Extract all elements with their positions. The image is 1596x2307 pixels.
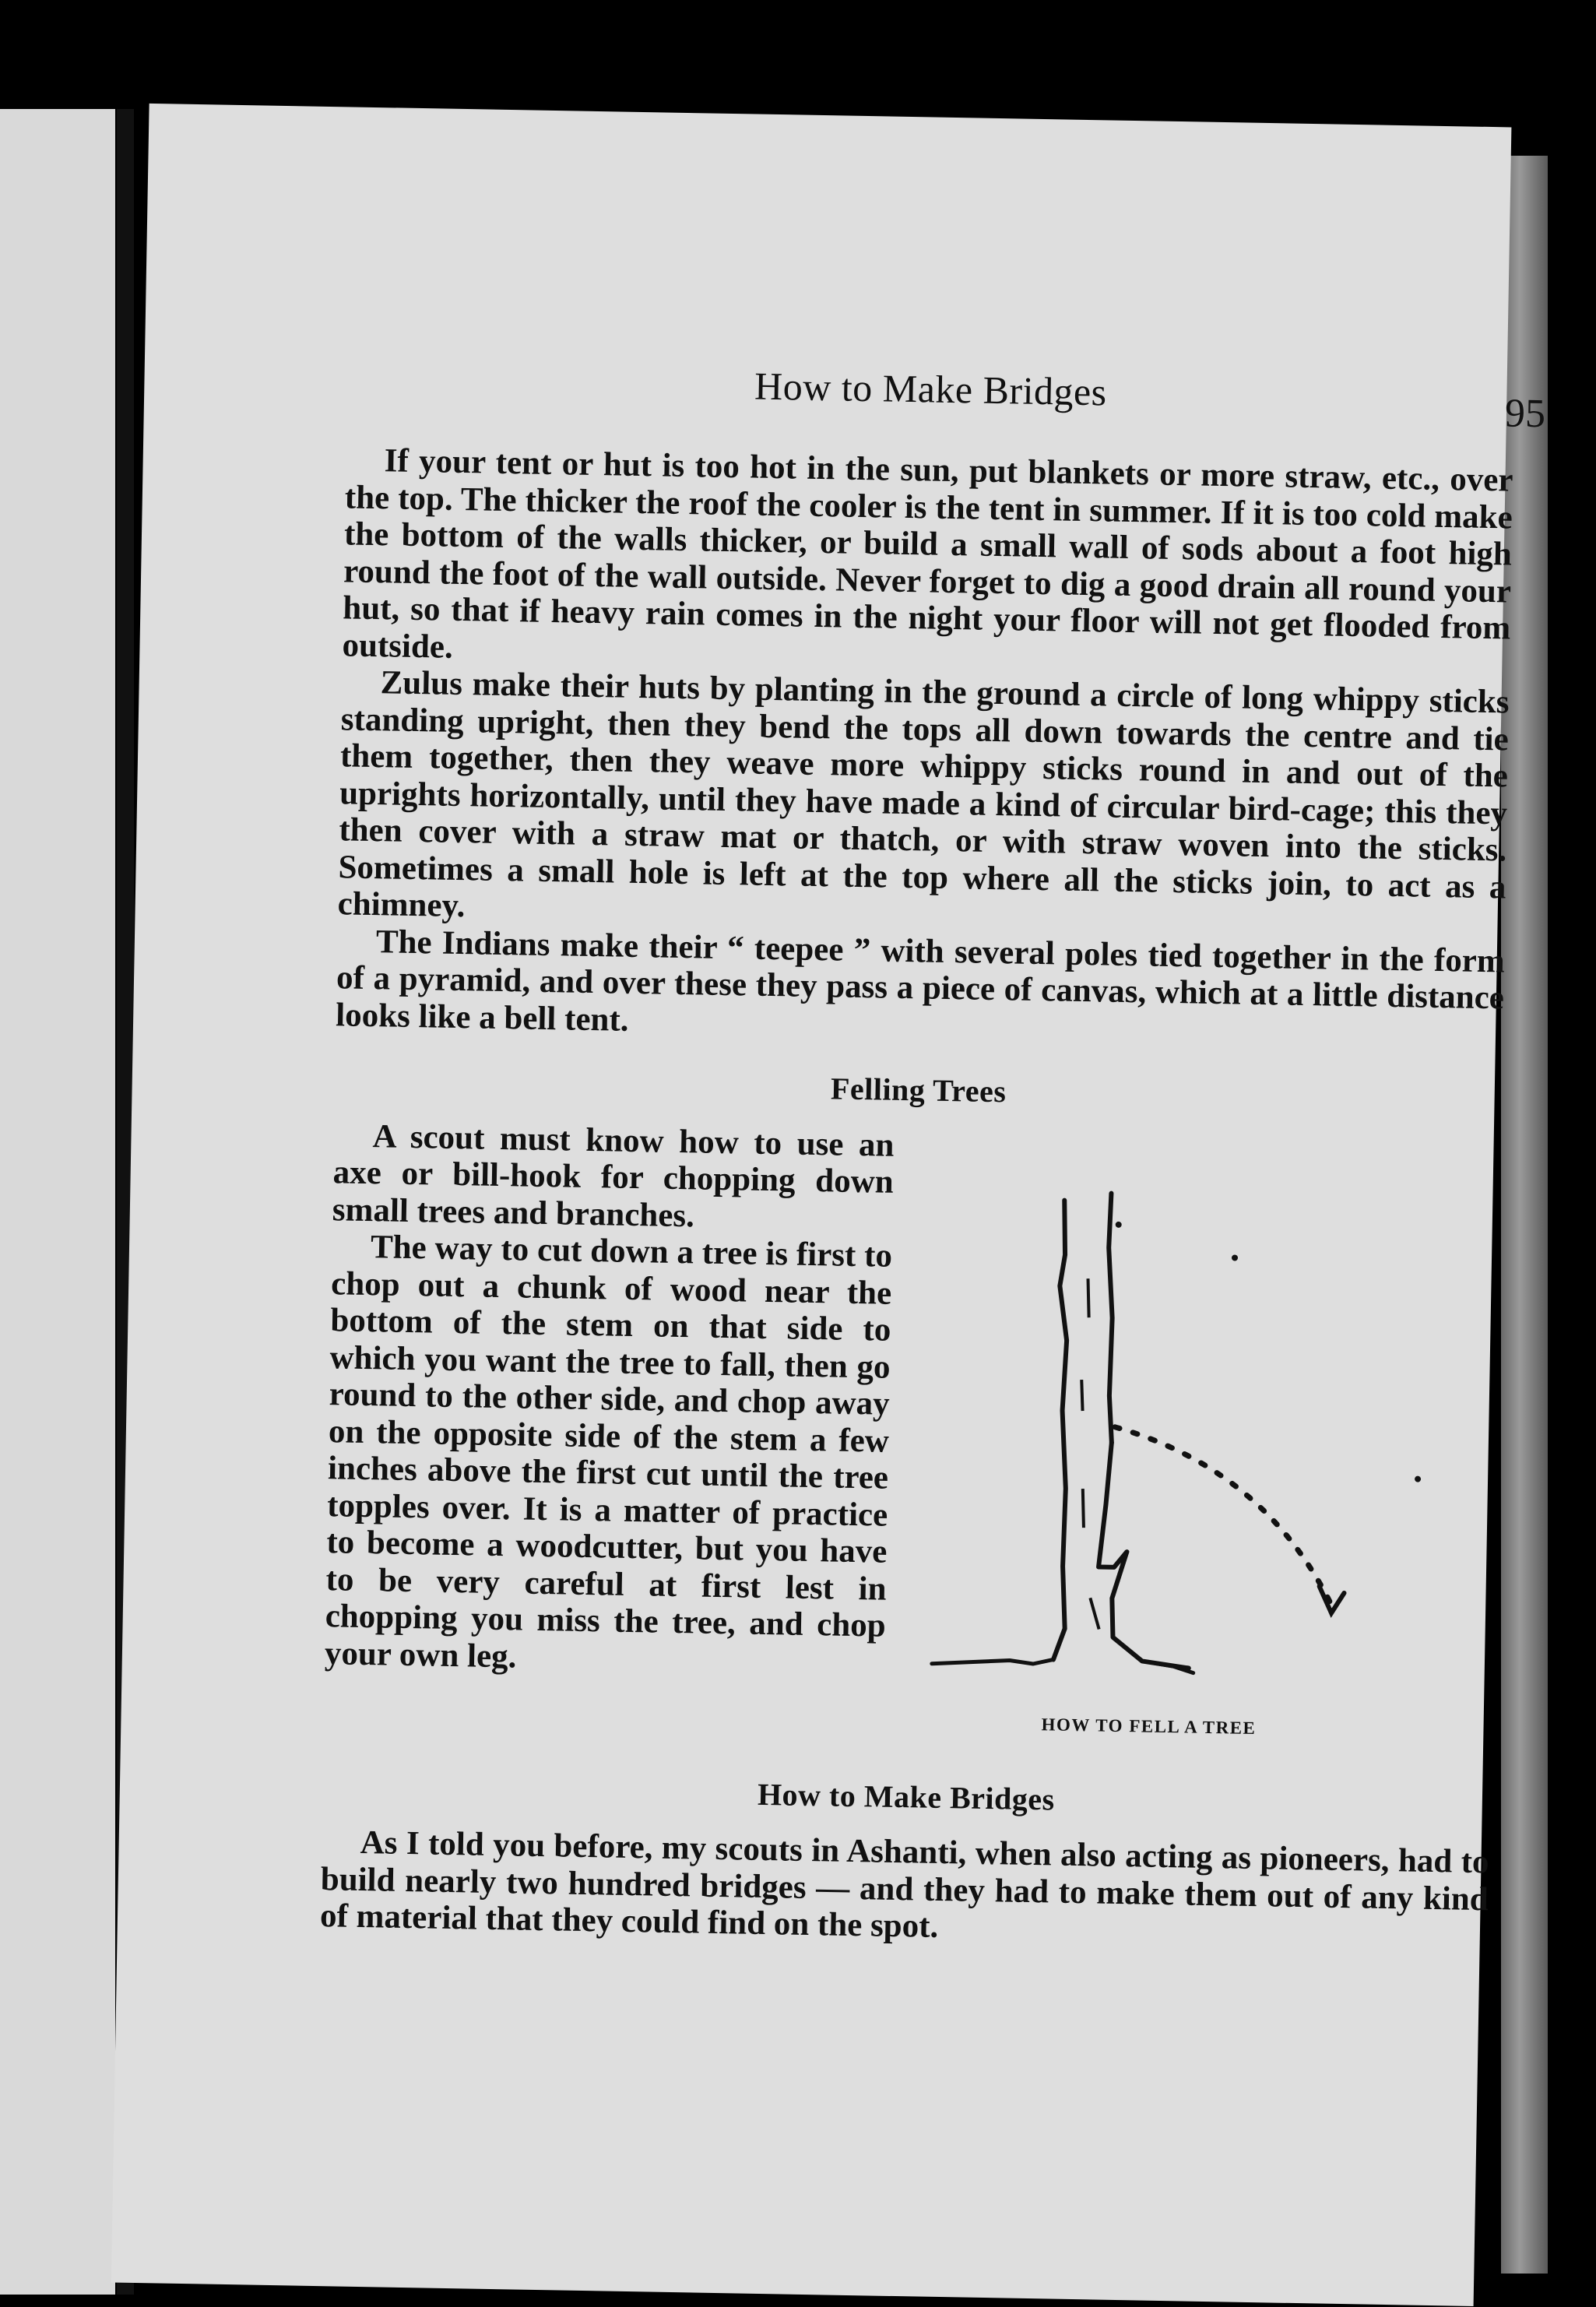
section-heading-felling-trees: Felling Trees [830,1071,1007,1110]
previous-page-edge [0,109,115,2295]
felling-trees-text [325,1117,895,1682]
book-page [111,104,1546,2306]
page-content [319,247,1546,1945]
paragraph-indian-teepee: The Indians make their “ teepee ” with several poles tied together in the form of a pyramid, and over these they pass a piece of canvas, which at a little distance looks like a bell tent. [335,923,1506,1039]
tree-stump-drawing [916,1159,1501,1714]
body-text [320,441,1513,1954]
paragraph-ashanti-bridges: As I told you before, my scouts in Ashanti, when also acting as pioneers, had to build nearly two hundred bridges — and they had to make them out of any kind of material that they could find on the spot. [319,1823,1489,1945]
paragraph-axe-use: A scout must know how to use an axe or bill-hook for chopping down small trees and branches. [332,1117,895,1234]
figure-caption: HOW TO FELL A TREE [1041,1714,1257,1738]
felling-trees-section [323,1117,1502,1760]
paragraph-cut-down-tree: The way to cut down a tree is first to chop out a chunk of wood near the bottom of the stem on that side to which you want the tree to fall, then go round to the other side, and chop away on the opposite side of the stem a few inches above the first cut until the tree topples over. It is a matter of practice to become a woodcutter, but you have to be very careful at first lest in chopping you miss the tree, and chop your own leg. [324,1229,893,1675]
paragraph-tent-temperature: If your tent or hut is too hot in the sun, put blankets or more straw, etc., over the top. The thicker the roof the cooler is the tent in summer. If it is too cold make the bottom of the walls thicker, or build a small wall of sods about a foot high round the foot of the wall outside. Never forget to dig a good drain all round your hut, so that if heavy rain comes in the night your floor will not get flooded from outside. [342,442,1513,666]
page-number: 95 [1504,391,1546,437]
section-heading-bridges: How to Make Bridges [757,1776,1056,1817]
paragraph-zulu-huts: Zulus make their huts by planting in the ground a circle of long whippy sticks standing upright, then they bend the tops all down towards the centre and tie them together, then they weave more whippy sticks round in and out of the uprights horizontally, until they have made a kind of circular bird-cage; this they then cover with a straw mat or thatch, or with straw woven into the sticks. Sometimes a small hole is left at the top where all the sticks join, to act as a chimney. [337,664,1510,925]
running-head-title: How to Make Bridges [754,364,1108,414]
tree-felling-illustration [915,1159,1501,1760]
